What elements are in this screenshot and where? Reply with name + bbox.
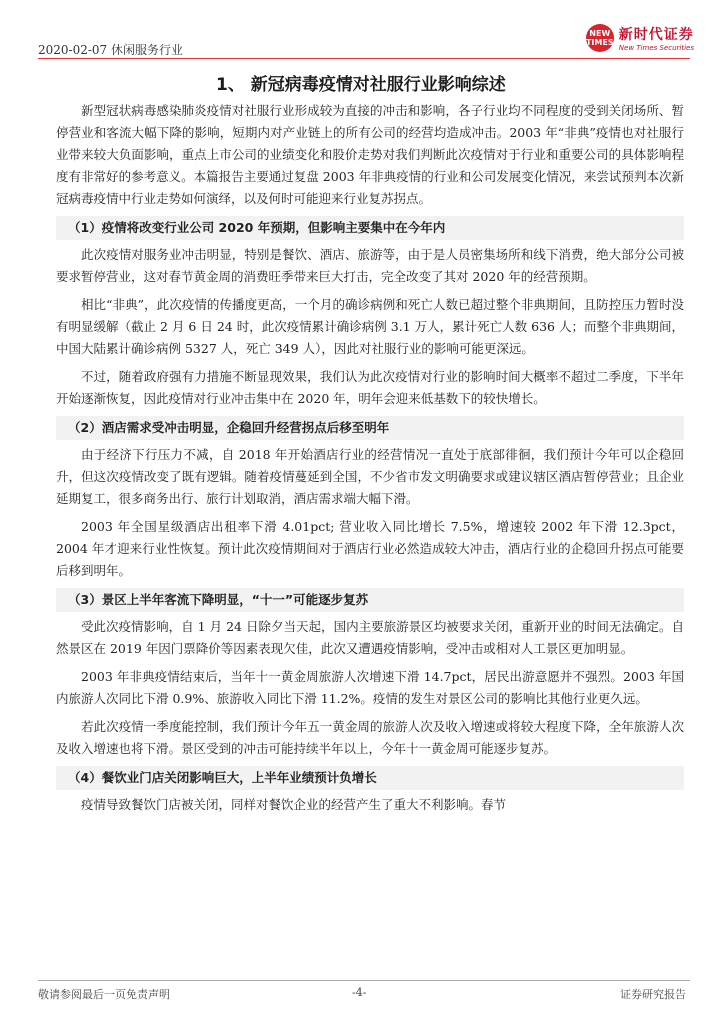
header-date-industry: 2020-02-07 休闲服务行业 [38, 43, 184, 57]
paragraph: 若此次疫情一季度能控制，我们预计今年五一黄金周的旅游人次及收入增速或将较大程度下降，全年旅游人次及收入增速也将下滑。景区受到的冲击可能持续半年以上，今年十一黄金周可能逐步复苏。 [56, 719, 684, 756]
intro-paragraph: 新型冠状病毒感染肺炎疫情对社服行业形成较为直接的冲击和影响，各子行业均不同程度的受到关闭场所、暂停营业和客流大幅下降的影响，短期内对产业链上的所有公司的经营均造成冲击。2003 年“非典”疫情也对社服行业带来较大负面影响，重点上市公司的业绩变化和股价走势对我们判断此次疫情对于行业和重要公司的具体影响程度有非常好的参考意义。本篇报告主要通过复盘 2003 年非典疫情的行业和公司发展变化情况，来尝试预判本次新冠病毒疫情中行业走势如何演绎，以及何时可能迎来行业复苏拐点。 [56, 103, 684, 206]
paragraph: 由于经济下行压力不减，自 2018 年开始酒店行业的经营情况一直处于底部徘徊，我们预计今年可以企稳回升，但这次疫情改变了既有逻辑。随着疫情蔓延到全国，不少省市发文明确要求或建议辖区酒店暂停营业；且企业延期复工，很多商务出行、旅行计划取消，酒店需求端大幅下滑。 [56, 447, 684, 506]
header-divider [38, 58, 690, 59]
subsection-heading-4: （4）餐饮业门店关闭影响巨大，上半年业绩预计负增长 [56, 766, 684, 790]
paragraph: 2003 年全国星级酒店出租率下滑 4.01pct; 营业收入同比增长 7.5%，增速较 2002 年下滑 12.3pct，2004 年才迎来行业性恢复。预计此次疫情期间对于酒店行业必然造成较大冲击，酒店行业的企稳回升拐点可能要后移到明年。 [56, 519, 684, 578]
paragraph: 受此次疫情影响，自 1 月 24 日除夕当天起，国内主要旅游景区均被要求关闭，重新开业的时间无法确定。自然景区在 2019 年因门票降价等因素表现欠佳，此次又遭遇疫情影响，受冲击或相对人工景区更加明显。 [56, 619, 684, 656]
footer-disclaimer: 敬请参阅最后一页免责声明 [38, 988, 170, 1001]
company-logo [586, 24, 694, 52]
footer-report-type: 证券研究报告 [620, 988, 686, 1001]
paragraph: 疫情导致餐饮门店被关闭，同样对餐饮企业的经营产生了重大不利影响。春节 [81, 797, 507, 812]
subsection-heading-3: （3）景区上半年客流下降明显，“十一”可能逐步复苏 [56, 588, 684, 612]
main-content [56, 70, 684, 822]
logo-text [619, 24, 694, 52]
logo-cn: 新时代证券 [618, 27, 694, 43]
subsection-heading-2: （2）酒店需求受冲击明显，企稳回升经营拐点后移至明年 [56, 416, 684, 440]
paragraph: 2003 年非典疫情结束后，当年十一黄金周旅游人次增速下滑 14.7pct，居民出游意愿并不强烈。2003 年国内旅游人次同比下滑 0.9%、旅游收入同比下滑 11.2%。疫情的发生对景区公司的影响比其他行业更久远。 [56, 669, 684, 706]
page-number: -4- [352, 986, 367, 999]
paragraph: 此次疫情对服务业冲击明显，特别是餐饮、酒店、旅游等，由于是人员密集场所和线下消费，绝大部分公司被要求暂停营业，这对春节黄金周的消费旺季带来巨大打击，完全改变了其对 2020 年的经营预期。 [56, 247, 684, 284]
page-header [0, 0, 724, 60]
logo-en: New Times Securities [618, 44, 694, 52]
paragraph: 不过，随着政府强有力措施不断显现效果，我们认为此次疫情对行业的影响时间大概率不超过二季度，下半年开始逐渐恢复，因此疫情对行业冲击集中在 2020 年，明年会迎来低基数下的较快增长。 [56, 369, 684, 406]
subsection-heading-1: （1）疫情将改变行业公司 2020 年预期，但影响主要集中在今年内 [56, 216, 684, 240]
section-title: 1、 新冠病毒疫情对社服行业影响综述 [216, 75, 506, 95]
paragraph: 相比“非典”，此次疫情的传播度更高，一个月的确诊病例和死亡人数已超过整个非典期间，且防控压力暂时没有明显缓解（截止 2 月 6 日 24 时，此次疫情累计确诊病例 3.1 万人，累计死亡人数 636 人；而整个非典期间，中国大陆累计确诊病例 5327 人，死亡 349 人），因此对社服行业的影响可能更深远。 [56, 297, 684, 356]
footer-divider [38, 980, 690, 981]
logo-icon: NEW TIMES [586, 24, 614, 52]
